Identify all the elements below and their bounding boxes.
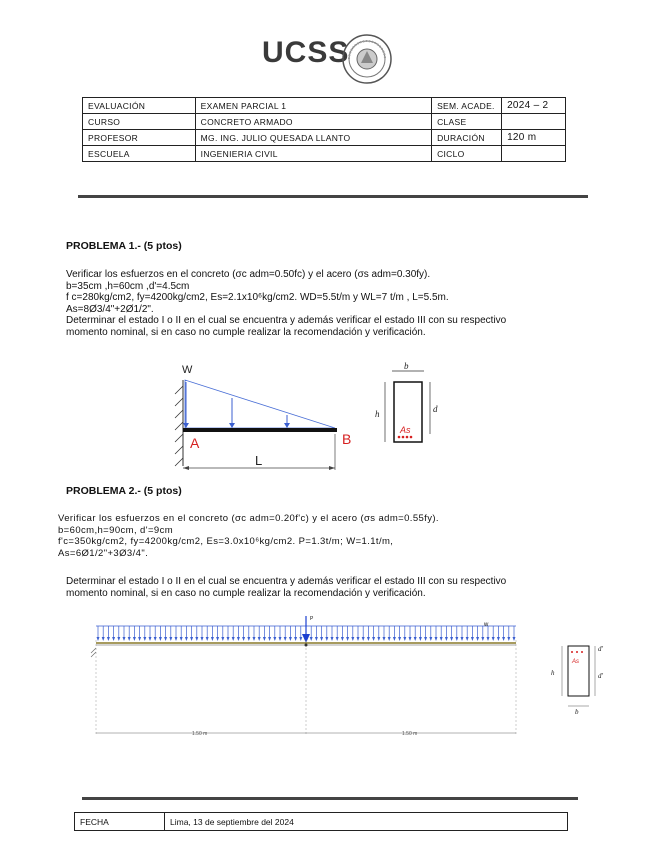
header-value: CONCRETO ARMADO	[195, 114, 431, 130]
header-value: EXAMEN PARCIAL 1	[195, 98, 431, 114]
text-line: Determinar el estado I o II en el cual se encuentra y además verificar el estado III con su respectivo	[66, 315, 507, 326]
table-row	[83, 130, 566, 146]
load-label-w: w	[484, 622, 489, 628]
header-value	[502, 114, 566, 130]
header-value: 120 m	[502, 130, 566, 146]
footer-table	[74, 812, 568, 831]
section-label-d: d	[433, 404, 438, 414]
university-seal-icon	[341, 33, 393, 85]
text-line: Verificar los esfuerzos en el concreto (σc adm=0.50fc) y el acero (σs adm=0.30fy).	[66, 269, 431, 280]
header-value: INGENIERIA CIVIL	[195, 146, 431, 162]
header-value: MG. ING. JULIO QUESADA LLANTO	[195, 130, 431, 146]
header-value	[502, 146, 566, 162]
section-label-b: b	[404, 362, 409, 371]
problem1-beam-diagram	[170, 358, 360, 473]
support-label-a: A	[190, 435, 200, 451]
table-row	[83, 114, 566, 130]
text-line: Determinar el estado I o II en el cual se encuentra y además verificar el estado III con su respectivo	[66, 576, 507, 587]
load-label-p: P	[310, 616, 314, 622]
header-divider	[78, 195, 588, 198]
footer-label: FECHA	[75, 813, 165, 831]
text-line: momento nominal, si en caso no cumple realizar la recomendación y verificación.	[66, 326, 426, 338]
header-label: PROFESOR	[83, 130, 196, 146]
support-label-b: B	[342, 431, 352, 447]
table-row	[83, 146, 566, 162]
section-label-b: b	[575, 708, 579, 716]
footer-date: Lima, 13 de septiembre del 2024	[165, 813, 568, 831]
header-label: CURSO	[83, 114, 196, 130]
problem1-statement	[66, 269, 506, 338]
text-line: f'c=350kg/cm2, fy=4200kg/cm2, Es=3.0x10⁶kg/cm2. P=1.3t/m; W=1.1t/m,	[58, 536, 394, 547]
problem2-beam-diagram	[86, 612, 522, 742]
table-row	[75, 813, 568, 831]
span-label-1: 1.50 m	[192, 731, 208, 737]
text-line: As=8Ø3/4"+2Ø1/2".	[66, 303, 154, 315]
header-label: CICLO	[432, 146, 502, 162]
header-label: DURACIÓN	[432, 130, 502, 146]
section-label-as: As	[572, 659, 580, 665]
text-line: As=6Ø1/2"+3Ø3/4".	[58, 547, 149, 559]
problem2-title: PROBLEMA 2.- (5 ptos)	[66, 485, 182, 497]
logo-text: UCSS	[262, 36, 350, 69]
problem2-statement	[58, 513, 439, 559]
table-row	[83, 98, 566, 114]
problem1-section-diagram	[370, 362, 450, 447]
span-label-2: 1.50 m	[402, 731, 418, 737]
section-label-h: h	[551, 669, 555, 677]
problem1-title: PROBLEMA 1.- (5 ptos)	[66, 240, 182, 252]
text-line: Verificar los esfuerzos en el concreto (σc adm=0.20f'c) y el acero (σs adm=0.55fy).	[58, 513, 439, 524]
header-label: EVALUACIÓN	[83, 98, 196, 114]
text-line: b=35cm ,h=60cm ,d'=4.5cm	[66, 280, 190, 292]
text-line: momento nominal, si en caso no cumple realizar la recomendación y verificación.	[66, 587, 426, 599]
load-label-w: W	[182, 364, 193, 376]
dimension-label-l: L	[255, 453, 263, 468]
problem2-section-diagram	[550, 638, 620, 720]
header-table	[82, 97, 566, 162]
section-label-d-top: d'	[598, 645, 603, 653]
problem2-statement-2	[66, 576, 506, 599]
section-label-h: h	[375, 409, 380, 419]
header-label: ESCUELA	[83, 146, 196, 162]
section-label-as: As	[400, 425, 411, 435]
header-value: 2024 – 2	[502, 98, 566, 114]
text-line: b=60cm,h=90cm, d'=9cm	[58, 524, 174, 536]
header-label: SEM. ACADE.	[432, 98, 502, 114]
section-label-d: d'	[598, 672, 603, 680]
footer-divider	[82, 797, 578, 800]
text-line: f c=280kg/cm2, fy=4200kg/cm2, Es=2.1x10⁶kg/cm2. WD=5.5t/m y WL=7 t/m , L=5.5m.	[66, 292, 449, 303]
header-label: CLASE	[432, 114, 502, 130]
